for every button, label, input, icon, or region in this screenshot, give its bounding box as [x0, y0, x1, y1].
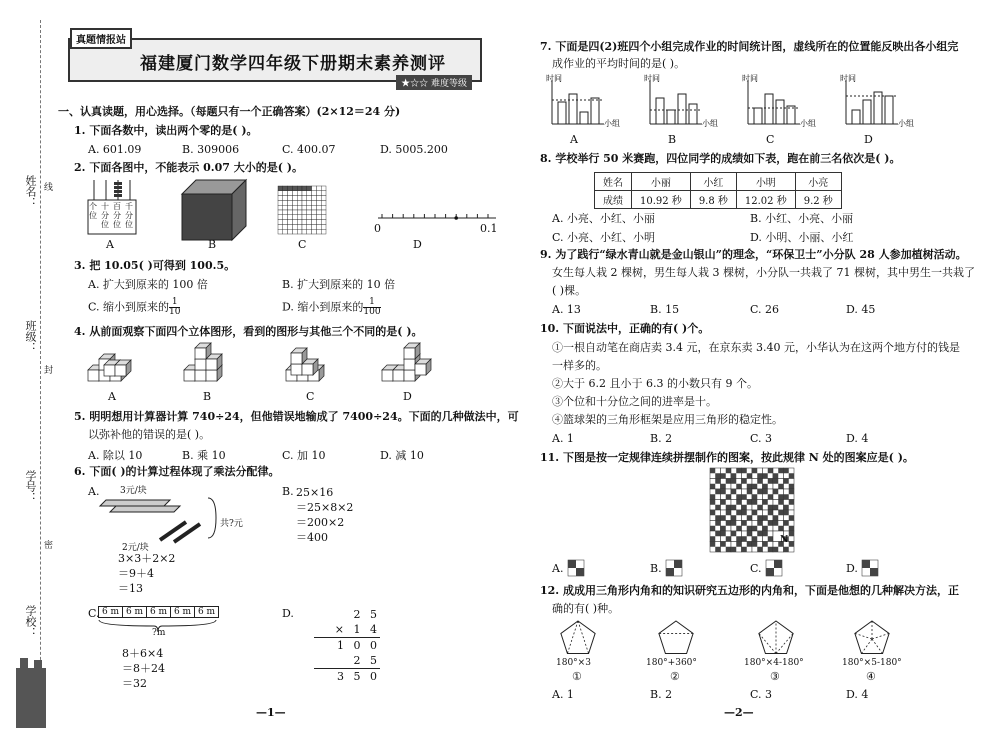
method-number: ④: [866, 670, 876, 683]
figure-label: D: [864, 133, 873, 146]
option: D. 45: [846, 303, 876, 316]
pentagon-method-4: [850, 618, 894, 658]
cube-block-figure: [182, 180, 246, 240]
calc-a: 3×3＋2×2 ＝9＋4 ＝13: [118, 552, 176, 595]
axis-x-label: 小组: [800, 119, 816, 128]
option: A. 小亮、小红、小丽: [552, 212, 655, 225]
option-label: D.: [282, 607, 294, 620]
student-no-label: 学号：: [24, 470, 37, 503]
erasers-pencils-figure: [100, 492, 220, 552]
option: B. 15: [650, 303, 680, 316]
option: A. 除以 10: [88, 449, 143, 462]
axis-x-label: 小组: [898, 119, 914, 128]
tile-option-a: [568, 560, 584, 576]
figure-label: C: [306, 390, 315, 403]
statement-4: ④篮球架的三角形框架是应用三角形的稳定性。: [552, 413, 783, 426]
page-title: 福建厦门数学四年级下册期末素养测评: [140, 54, 446, 74]
solid-figure-b: [178, 344, 238, 386]
figure-label: B: [668, 133, 677, 146]
statement-2: ②大于 6.2 且小于 6.3 的小数只有 9 个。: [552, 377, 758, 390]
option: A. 1: [552, 688, 574, 701]
price-label: 2元/块: [122, 543, 149, 553]
price-label: 3元/块: [120, 486, 147, 496]
option: C. 26: [750, 303, 780, 316]
grid-figure: [278, 186, 326, 234]
axis-y-label: 时间: [840, 74, 856, 83]
question-12-cont: 确的有( )种。: [552, 602, 620, 615]
pentagon-method-2: [654, 618, 698, 658]
option: C. 3: [750, 688, 773, 701]
option: B. 乘 10: [182, 449, 226, 462]
ask-label: 共?元: [220, 519, 243, 529]
formula: 180°×3: [556, 658, 591, 668]
option-label: C.: [88, 607, 100, 620]
option: A. 601.09: [88, 143, 142, 156]
tile-option-c: [766, 560, 782, 576]
question-5-cont: 以弥补他的错误的是( )。: [88, 428, 211, 441]
option: A. 扩大到原来的 100 倍: [88, 278, 208, 291]
statement-1-cont: 一样多的。: [552, 359, 607, 372]
abacus-col-label: 个位: [89, 202, 97, 220]
question-1: 1. 下面各数中，读出两个零的是( )。: [74, 124, 258, 137]
option: B. 2: [650, 432, 673, 445]
n-mark: N: [780, 535, 789, 545]
figure-label: A: [106, 238, 114, 251]
title-banner: [68, 35, 482, 89]
abacus-figure: [88, 180, 138, 236]
abacus-col-label: 十分位: [101, 202, 109, 229]
axis-y-label: 时间: [644, 74, 660, 83]
formula: 180°+360°: [646, 658, 697, 668]
page-number: —2—: [724, 706, 754, 719]
decoration-graphic: [12, 648, 52, 748]
question-10: 10. 下面说法中，正确的有( )个。: [540, 322, 710, 335]
axis-x-label: 小组: [702, 119, 718, 128]
option: A. 1: [552, 432, 574, 445]
option: D. 减 10: [380, 449, 424, 462]
figure-label: D: [403, 390, 412, 403]
statement-1: ①一根自动笔在商店卖 3.4 元，在京东卖 3.40 元，小华认为在这两个地方付的钱是: [552, 341, 960, 354]
figure-label: B: [203, 390, 212, 403]
right-page: [528, 0, 978, 748]
ruler-start: 0: [374, 222, 381, 235]
section-title: 一、认真读题，用心选择。（每题只有一个正确答案）(2×12＝24 分): [58, 105, 401, 118]
axis-y-label: 时间: [546, 74, 562, 83]
figure-label: B: [208, 238, 217, 251]
pentagon-method-1: [556, 618, 600, 658]
axis-y-label: 时间: [742, 74, 758, 83]
segment-bar: 6 m 6 m 6 m 6 m 6 m: [98, 606, 219, 618]
option: A. 13: [552, 303, 581, 316]
tile-option-b: [666, 560, 682, 576]
option: D. 小明、小丽、小红: [750, 231, 854, 244]
question-9-cont: 女生每人栽 2 棵树，男生每人栽 3 棵树，小分队一共栽了 71 棵树，其中男生一共栽了: [552, 266, 975, 279]
method-number: ①: [572, 670, 582, 683]
figure-label: C: [298, 238, 307, 251]
total-label: ?m: [152, 628, 166, 638]
solid-figure-a: [82, 344, 142, 386]
question-2: 2. 下面各图中，不能表示 0.07 大小的是( )。: [74, 161, 304, 174]
ruler-end: 0.1: [480, 222, 498, 235]
score-table: [594, 172, 842, 209]
option: C. 缩小到原来的 $\frac{1}{10}$: [88, 297, 181, 317]
question-8: 8. 学校举行 50 米赛跑，四位同学的成绩如下表，跑在前三名依次是( )。: [540, 152, 901, 165]
option: B. 309006: [182, 143, 240, 156]
tile-option-d: [862, 560, 878, 576]
class-label: 班级：: [24, 320, 37, 353]
figure-label: A: [108, 390, 116, 403]
name-label: 姓名：: [24, 175, 37, 208]
question-9: 9. 为了践行“绿水青山就是金山银山”的理念，“环保卫士”小分队 28 人参加植树活动。: [540, 248, 967, 261]
option-label: D.: [846, 562, 858, 575]
option: C. 小亮、小红、小明: [552, 231, 656, 244]
option: C. 3: [750, 432, 773, 445]
page-number: —1—: [256, 706, 286, 719]
option-label: A.: [552, 562, 564, 575]
formula: 180°×5-180°: [842, 658, 902, 668]
formula: 180°×4-180°: [744, 658, 804, 668]
table-row: 成绩 10.92 秒 9.8 秒 12.02 秒 9.2 秒: [595, 191, 842, 209]
option: D. 缩小到原来的 $\frac{1}{100}$: [282, 297, 381, 317]
seal-word: 线: [42, 182, 52, 191]
figure-label: C: [766, 133, 775, 146]
header-tag: 真题情报站: [70, 28, 132, 49]
abacus-col-label: 千分位: [125, 202, 133, 229]
option: B. 2: [650, 688, 673, 701]
option-label: C.: [750, 562, 762, 575]
option-label: A.: [88, 485, 100, 498]
calc-b: 25×16 ＝25×8×2 ＝200×2 ＝400: [296, 486, 354, 544]
binding-margin: [0, 0, 52, 748]
figure-label: A: [570, 133, 578, 146]
question-7: 7. 下面是四(2)班四个小组完成作业的时间统计图，虚线所在的位置能反映出各小组完: [540, 40, 959, 53]
question-7-cont: 成作业的平均时间的是( )。: [552, 57, 686, 70]
abacus-col-label: 百分位: [113, 202, 121, 229]
method-number: ③: [770, 670, 780, 683]
option: C. 400.07: [282, 143, 336, 156]
statement-3: ③个位和十分位之间的进率是十。: [552, 395, 717, 408]
table-row: 姓名 小丽 小红 小明 小亮: [595, 173, 842, 191]
question-5: 5. 明明想用计算器计算 740÷24，但他错误地输成了 7400÷24。下面的几种做法中，可: [74, 410, 519, 423]
question-11: 11. 下图是按一定规律连续拼摆制作的图案，按此规律 N 处的图案应是( )。: [540, 451, 914, 464]
question-12: 12. 成成用三角形内角和的知识研究五边形的内角和，下面是他想的几种解决方法，正: [540, 584, 959, 597]
option-label: B.: [650, 562, 662, 575]
question-3: 3. 把 10.05( )可得到 100.5。: [74, 259, 236, 272]
calc-c: 8＋6×4 ＝8＋24 ＝32: [122, 647, 165, 690]
difficulty-badge: ★☆☆ 难度等级: [396, 75, 472, 90]
question-6: 6. 下面( )的计算过程体现了乘法分配律。: [74, 465, 280, 478]
seal-word: 密: [42, 540, 52, 549]
option: D. 4: [846, 688, 869, 701]
option: C. 加 10: [282, 449, 326, 462]
left-page: [58, 0, 519, 748]
calc-d: 2 5 × 1 4 1 0 0 2 5 3 5 0: [314, 607, 380, 684]
question-9-cont: ( )棵。: [552, 284, 587, 297]
option-label: B.: [282, 485, 294, 498]
option: D. 4: [846, 432, 869, 445]
seal-word: 封: [42, 365, 52, 374]
solid-figure-d: [376, 344, 436, 386]
option: B. 小红、小亮、小丽: [750, 212, 854, 225]
figure-label: D: [413, 238, 422, 251]
school-label: 学校：: [24, 605, 37, 638]
solid-figure-c: [280, 344, 340, 386]
question-4: 4. 从前面观察下面四个立体图形，看到的图形与其他三个不同的是( )。: [74, 325, 423, 338]
method-number: ②: [670, 670, 680, 683]
option: B. 扩大到原来的 10 倍: [282, 278, 396, 291]
pentagon-method-3: [754, 618, 798, 658]
axis-x-label: 小组: [604, 119, 620, 128]
option: D. 5005.200: [380, 143, 448, 156]
